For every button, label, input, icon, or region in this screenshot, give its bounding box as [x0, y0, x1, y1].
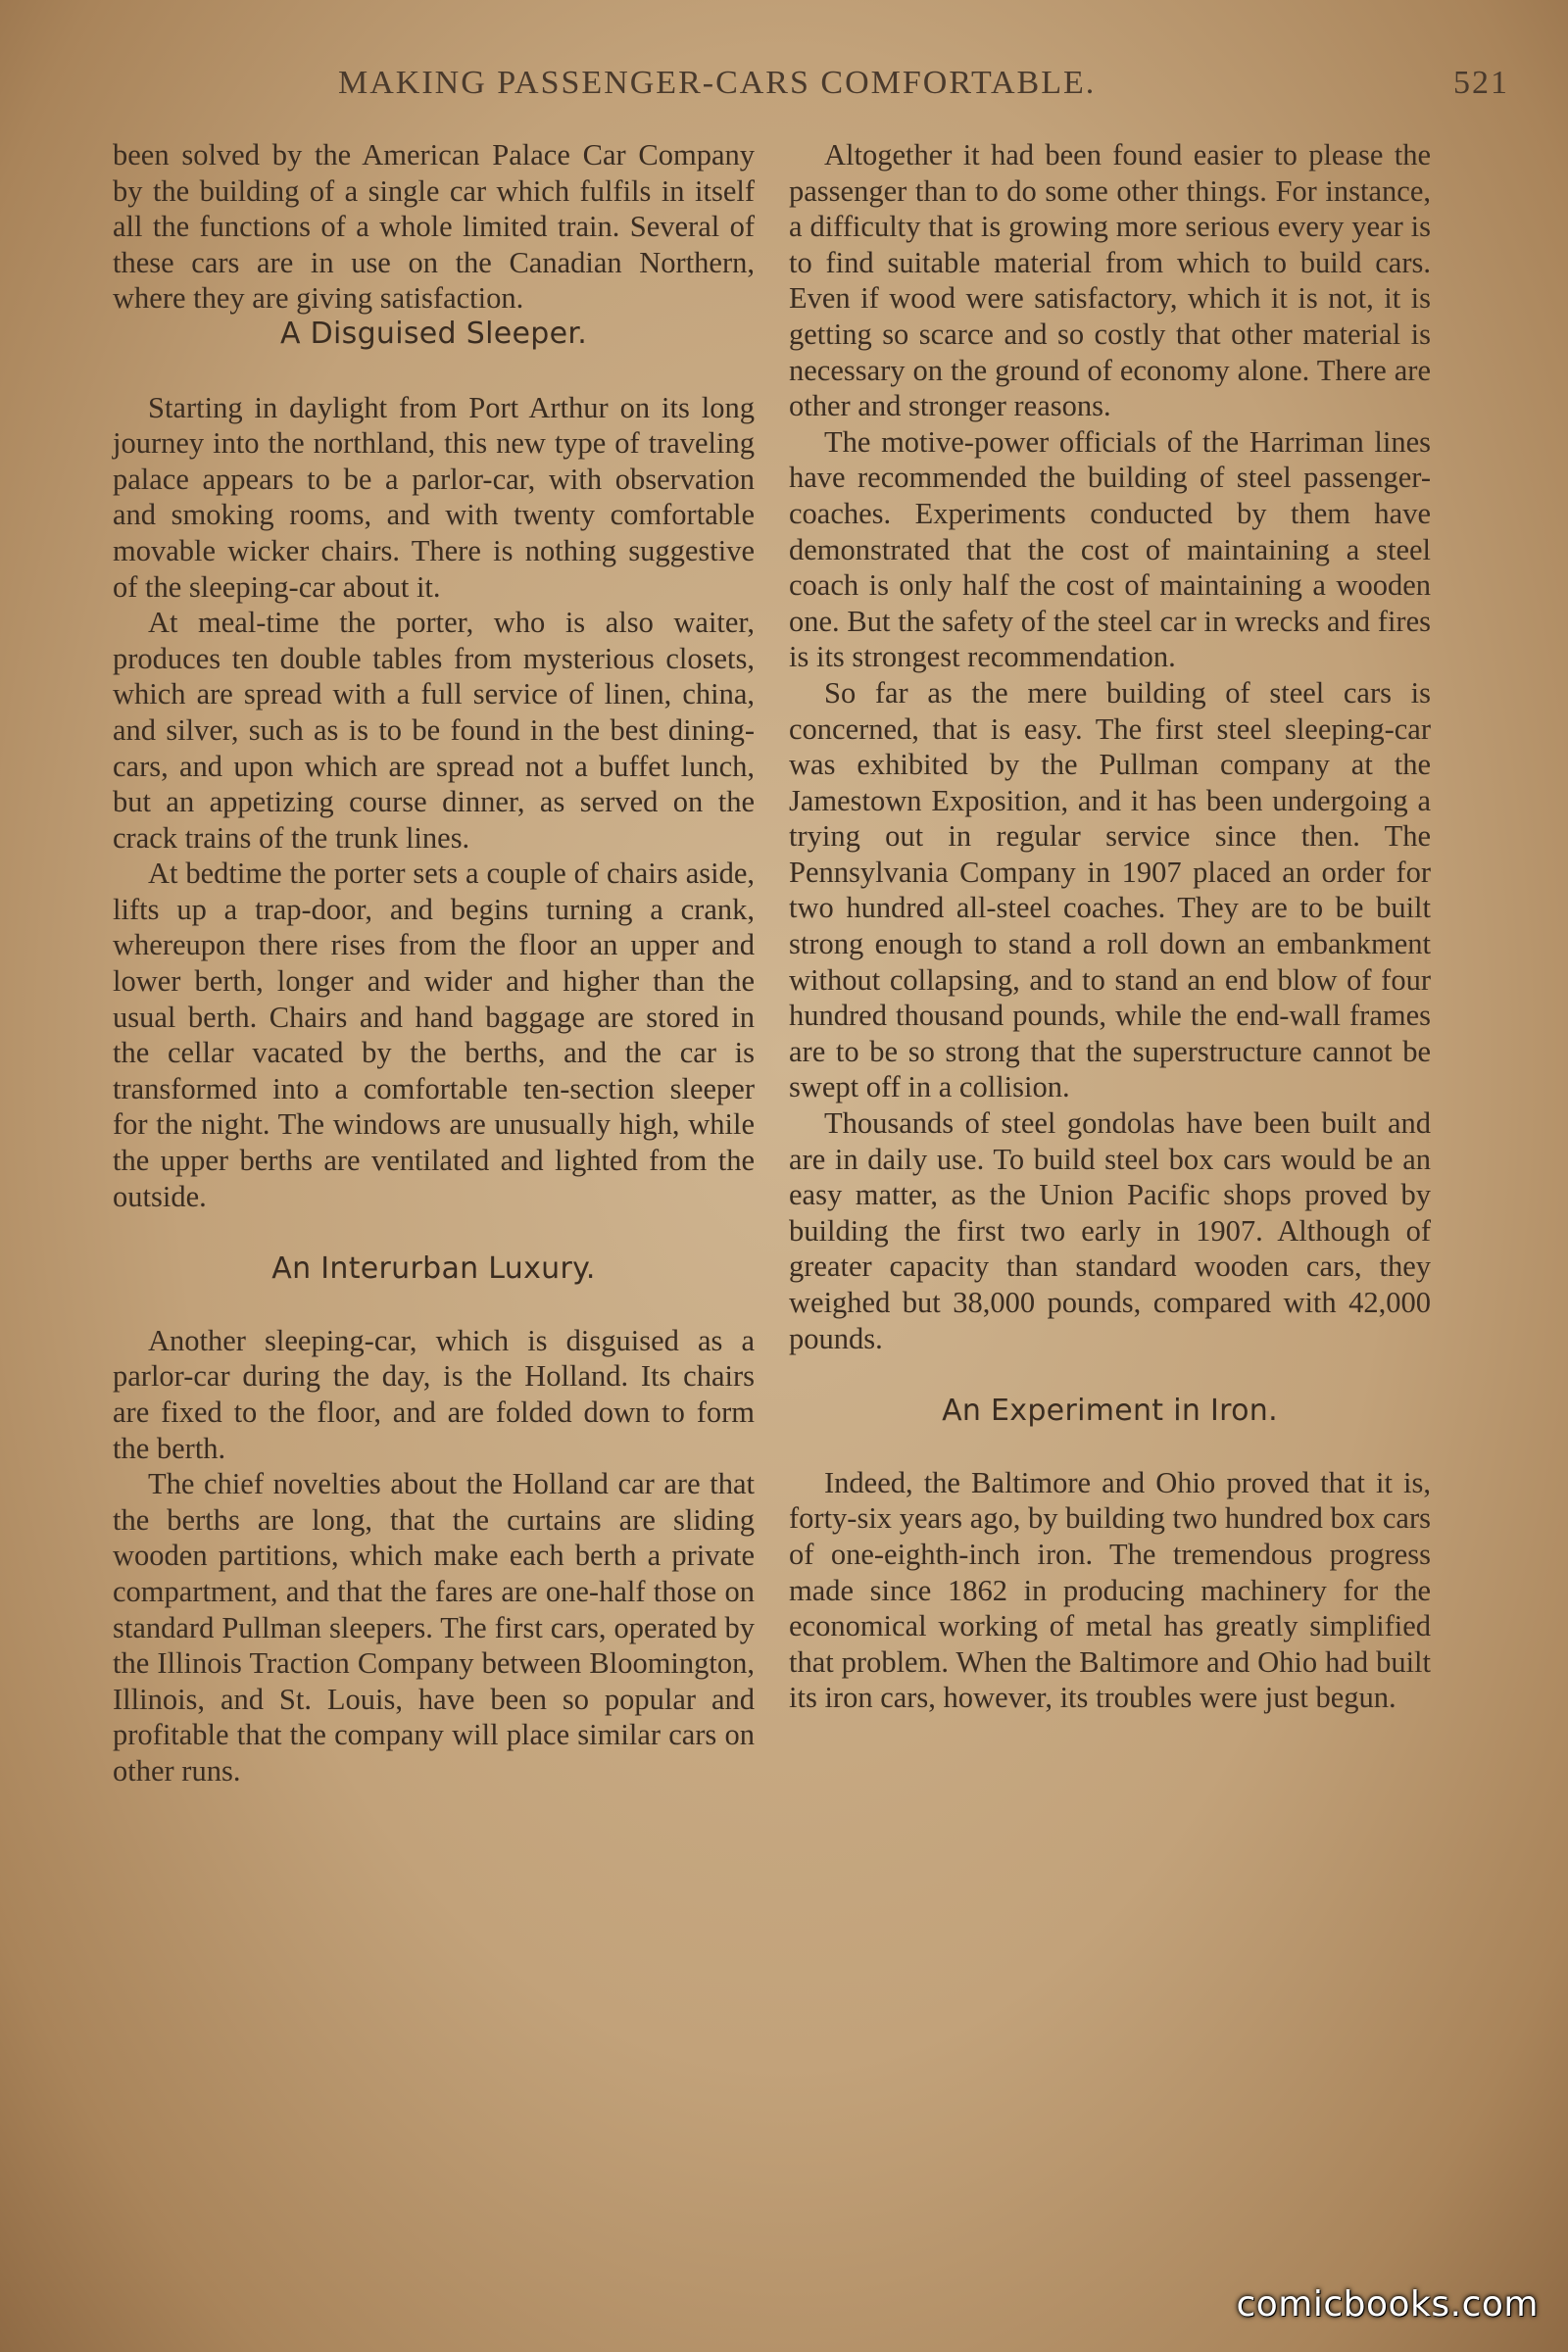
section-heading: A Disguised Sleeper.: [279, 316, 588, 351]
left-column: [113, 137, 755, 1789]
right-column: [789, 137, 1431, 1716]
paragraph: Indeed, the Baltimore and Ohio proved that it is, forty-six years ago, by building two hundred box cars of one-eighth-inch iron. The tremendous progress made since 1862 in producing machinery for the economical working of metal has greatly simplified that problem. When the Baltimore and Ohio had built its iron cars, however, its troubles were just begun.: [789, 1465, 1431, 1715]
running-head: [235, 65, 1509, 114]
paragraph: Another sleeping-car, which is disguised as a parlor-car during the day, is the Holland. Its chairs are fixed to the floor, and are folded down to form the berth.: [113, 1323, 755, 1465]
spacer: [789, 1356, 1431, 1394]
spacer: [113, 1214, 755, 1251]
paragraph: The chief novelties about the Holland car are that the berths are long, that the curtains are sliding wooden partitions, which make each berth a private compartment, and that the fares are one-half those on standard Pullman sleepers. The first cars, operated by the Illinois Traction Company between Bloomington, Illinois, and St. Louis, have been so popular and profitable that the company will place similar cars on other runs.: [113, 1467, 755, 1788]
paragraph: At meal-time the porter, who is also waiter, produces ten double tables from mysterious closets, which are spread with a full service of linen, china, and silver, such as is to be found in the best dining-cars, and upon which are spread not a buffet lunch, but an appetizing course dinner, as served on the crack trains of the trunk lines.: [113, 606, 755, 855]
spacer: [789, 1430, 1431, 1465]
spacer: [113, 1288, 755, 1323]
running-title: MAKING PASSENGER-CARS COMFORTABLE.: [338, 65, 1097, 101]
spacer: [113, 353, 755, 390]
paragraph: The motive-power officials of the Harriman lines have recommended the building of steel passenger-coaches. Experiments conducted by them have demonstrated that the cost of maintaining a steel coach is only half the cost of maintaining a wooden one. But the safety of the steel car in wrecks and fires is its strongest recommendation.: [789, 424, 1431, 674]
paragraph: At bedtime the porter sets a couple of chairs aside, lifts up a trap-door, and begins turning a crank, whereupon there rises from the floor an upper and lower berth, longer and wider and higher than the usual berth. Chairs and hand baggage are stored in the cellar vacated by the berths, and the car is transformed into a comfortable ten-section sleeper for the night. The windows are unusually high, while the upper berths are ventilated and lighted from the outside.: [113, 857, 755, 1213]
section-heading: An Interurban Luxury.: [271, 1251, 596, 1287]
section-heading: An Experiment in Iron.: [942, 1394, 1278, 1429]
site-watermark: comicbooks.com: [1236, 2284, 1539, 2325]
paragraph: been solved by the American Palace Car Company by the building of a single car which fulfils in itself all the functions of a whole limited train. Several of these cars are in use on the Canadian Northern, where they are giving satisfaction.: [113, 138, 755, 316]
paragraph: So far as the mere building of steel cars is concerned, that is easy. The first steel sleeping-car was exhibited by the Pullman company at the Jamestown Exposition, and it has been undergoing a trying out in regular service since then. The Pennsylvania Company in 1907 placed an order for two hundred all-steel coaches. They are to be built strong enough to stand a roll down an embankment without collapsing, and to stand an end blow of four hundred thousand pounds, while the end-wall frames are to be so strong that the superstructure cannot be swept off in a collision.: [789, 675, 1431, 1104]
page-number: 521: [1453, 65, 1509, 101]
paragraph: Altogether it had been found easier to please the passenger than to do some other things. For instance, a difficulty that is growing more serious every year is to find suitable material from which to build cars. Even if wood were satisfactory, which it is not, it is getting so scarce and so costly that other material is necessary on the ground of economy alone. There are other and stronger reasons.: [789, 138, 1431, 423]
paragraph: Starting in daylight from Port Arthur on its long journey into the northland, this new type of traveling palace appears to be a parlor-car, with observation and smoking rooms, and with twenty comfortable movable wicker chairs. There is nothing suggestive of the sleeping-car about it.: [113, 390, 755, 604]
paragraph: Thousands of steel gondolas have been built and are in daily use. To build steel box cars would be an easy matter, as the Union Pacific shops proved by building the first two early in 1907. Although of greater capacity than standard wooden cars, they weighed but 38,000 pounds, compared with 42,000 pounds.: [789, 1106, 1431, 1355]
